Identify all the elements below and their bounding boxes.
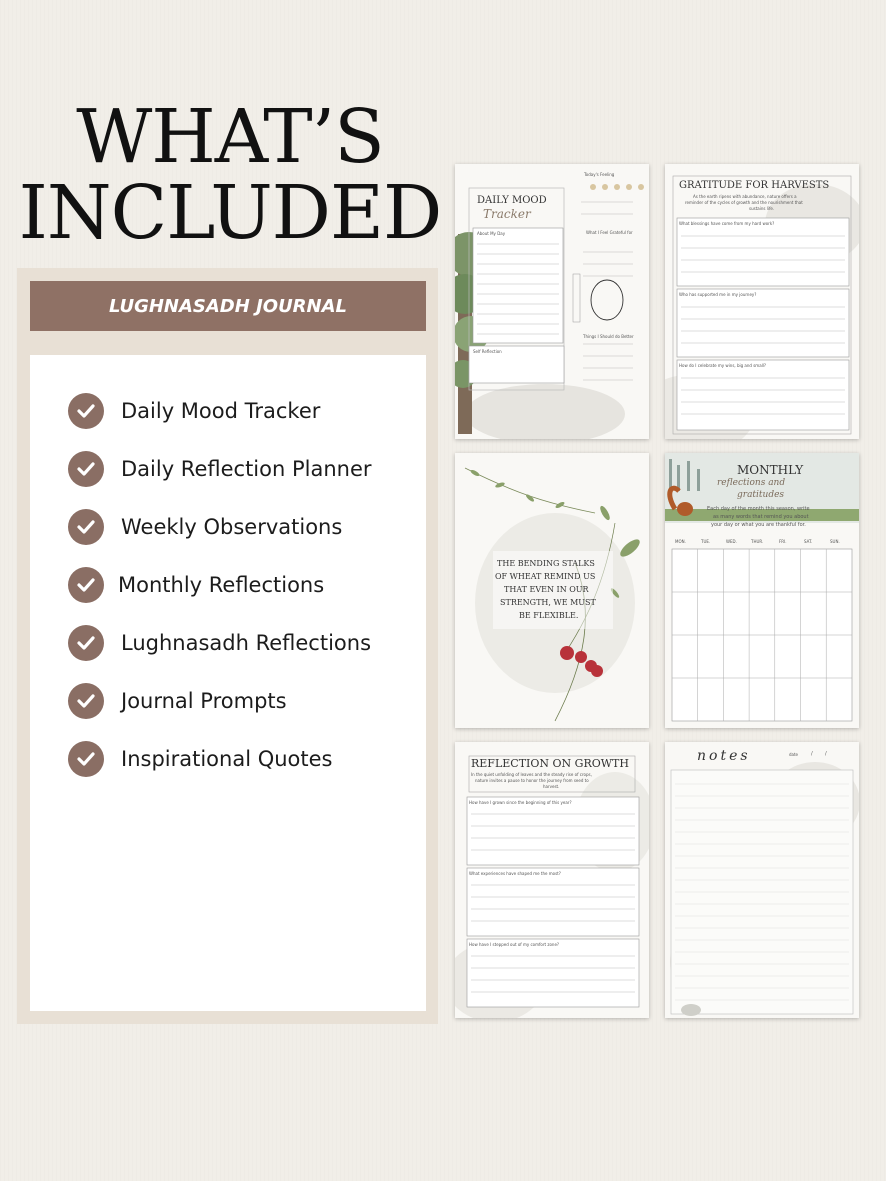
gratitude-q3: How do I celebrate my wins, big and small?: [679, 363, 766, 368]
gratitude-title: GRATITUDE FOR HARVESTS: [679, 180, 830, 191]
heading-line-2: INCLUDED: [18, 170, 442, 256]
checkmark-icon: [68, 509, 104, 545]
list-item-label: Lughnasadh Reflections: [121, 631, 372, 655]
checkmark-icon: [68, 393, 104, 429]
checkmark-icon: [68, 741, 104, 777]
monthly-script-1: reflections and: [717, 478, 786, 488]
growth-intro-3: harvest.: [543, 784, 560, 789]
monthly-intro-2: as many words that remind you about: [713, 514, 809, 520]
day-header: TUE.: [701, 539, 711, 544]
list-item: [68, 614, 372, 672]
heading-line-1: WHAT’S: [76, 94, 384, 180]
list-item: [68, 730, 372, 788]
monthly-title: MONTHLY: [737, 463, 804, 477]
preview-notes: [665, 742, 859, 1018]
checkmark-icon: [68, 451, 104, 487]
list-item-label: Inspirational Quotes: [121, 747, 333, 771]
notes-title: notes: [697, 748, 751, 764]
list-item: [68, 440, 372, 498]
growth-q1: How have I grown since the beginning of this year?: [469, 800, 572, 805]
contents-panel: [17, 268, 438, 1024]
quote-line-1: THE BENDING STALKS: [497, 559, 595, 568]
notes-date-slash: /: [811, 751, 813, 757]
quote-line-2: OF WHEAT REMIND US: [495, 572, 596, 581]
gratitude-q1: What blessings have come from my hard work?: [679, 221, 775, 226]
growth-title: REFLECTION ON GROWTH: [471, 757, 629, 770]
list-item: [68, 382, 372, 440]
mood-self: Self Reflection: [473, 349, 502, 354]
day-header: FRI.: [779, 539, 787, 544]
notes-date-slash: /: [825, 751, 827, 757]
list-item: [68, 672, 372, 730]
checkmark-icon: [68, 683, 104, 719]
list-item-label: Daily Mood Tracker: [121, 399, 321, 423]
quote-line-4: STRENGTH, WE MUST: [500, 598, 596, 607]
growth-q2: What experiences have shaped me the most?: [469, 871, 561, 876]
notes-date: date: [789, 752, 799, 757]
day-header: MON.: [675, 539, 686, 544]
growth-intro-2: nature invites a pause to honor the journey from seed to: [475, 778, 589, 783]
list-item: [68, 498, 372, 556]
mood-title: DAILY MOOD: [477, 195, 547, 206]
preview-reflection-growth: [455, 742, 649, 1018]
quote-line-5: BE FLEXIBLE.: [519, 611, 579, 620]
mood-better: Things I Should do Better: [583, 334, 634, 339]
quote-line-3: THAT EVEN IN OUR: [504, 585, 589, 594]
gratitude-intro-3: sustains life.: [749, 206, 775, 211]
mood-feeling: Today's Feeling: [584, 172, 615, 177]
mood-script: Tracker: [483, 207, 531, 221]
journal-banner: LUGHNASADH JOURNAL: [30, 281, 426, 331]
growth-q3: How have I stepped out of my comfort zone?: [469, 942, 560, 947]
day-header: THUR.: [751, 539, 764, 544]
gratitude-intro-2: reminder of the cycles of growth and the nourishment that: [685, 200, 803, 205]
growth-intro-1: In the quiet unfolding of leaves and the steady rise of crops,: [471, 772, 592, 777]
list-item-label: Monthly Reflections: [118, 573, 325, 597]
monthly-intro-1: Each day of the month this season, write: [707, 506, 810, 512]
monthly-script-2: gratitudes: [737, 490, 785, 500]
day-header: SAT.: [804, 539, 813, 544]
checkmark-icon: [68, 625, 104, 661]
gratitude-q2: Who has supported me in my journey?: [679, 292, 757, 297]
contents-list: [68, 382, 372, 788]
preview-gratitude-harvests: [665, 164, 859, 439]
list-item-label: Journal Prompts: [121, 689, 287, 713]
monthly-intro-3: your day or what you are thankful for.: [711, 522, 806, 528]
list-item-label: Weekly Observations: [121, 515, 343, 539]
preview-daily-mood-tracker: [455, 164, 649, 439]
preview-monthly-reflections: [665, 453, 859, 728]
day-header: SUN.: [830, 539, 840, 544]
mood-about: About My Day: [477, 231, 506, 236]
preview-quote-page: [455, 453, 649, 728]
list-item: [68, 556, 372, 614]
mood-grateful: What I Feel Grateful for: [586, 230, 633, 235]
gratitude-intro-1: As the earth ripens with abundance, nature offers a: [693, 194, 797, 199]
notes-page-art: [665, 742, 859, 1018]
checkmark-icon: [68, 567, 104, 603]
contents-card: [30, 355, 426, 1011]
list-item-label: Daily Reflection Planner: [121, 457, 372, 481]
day-header: WED.: [726, 539, 737, 544]
